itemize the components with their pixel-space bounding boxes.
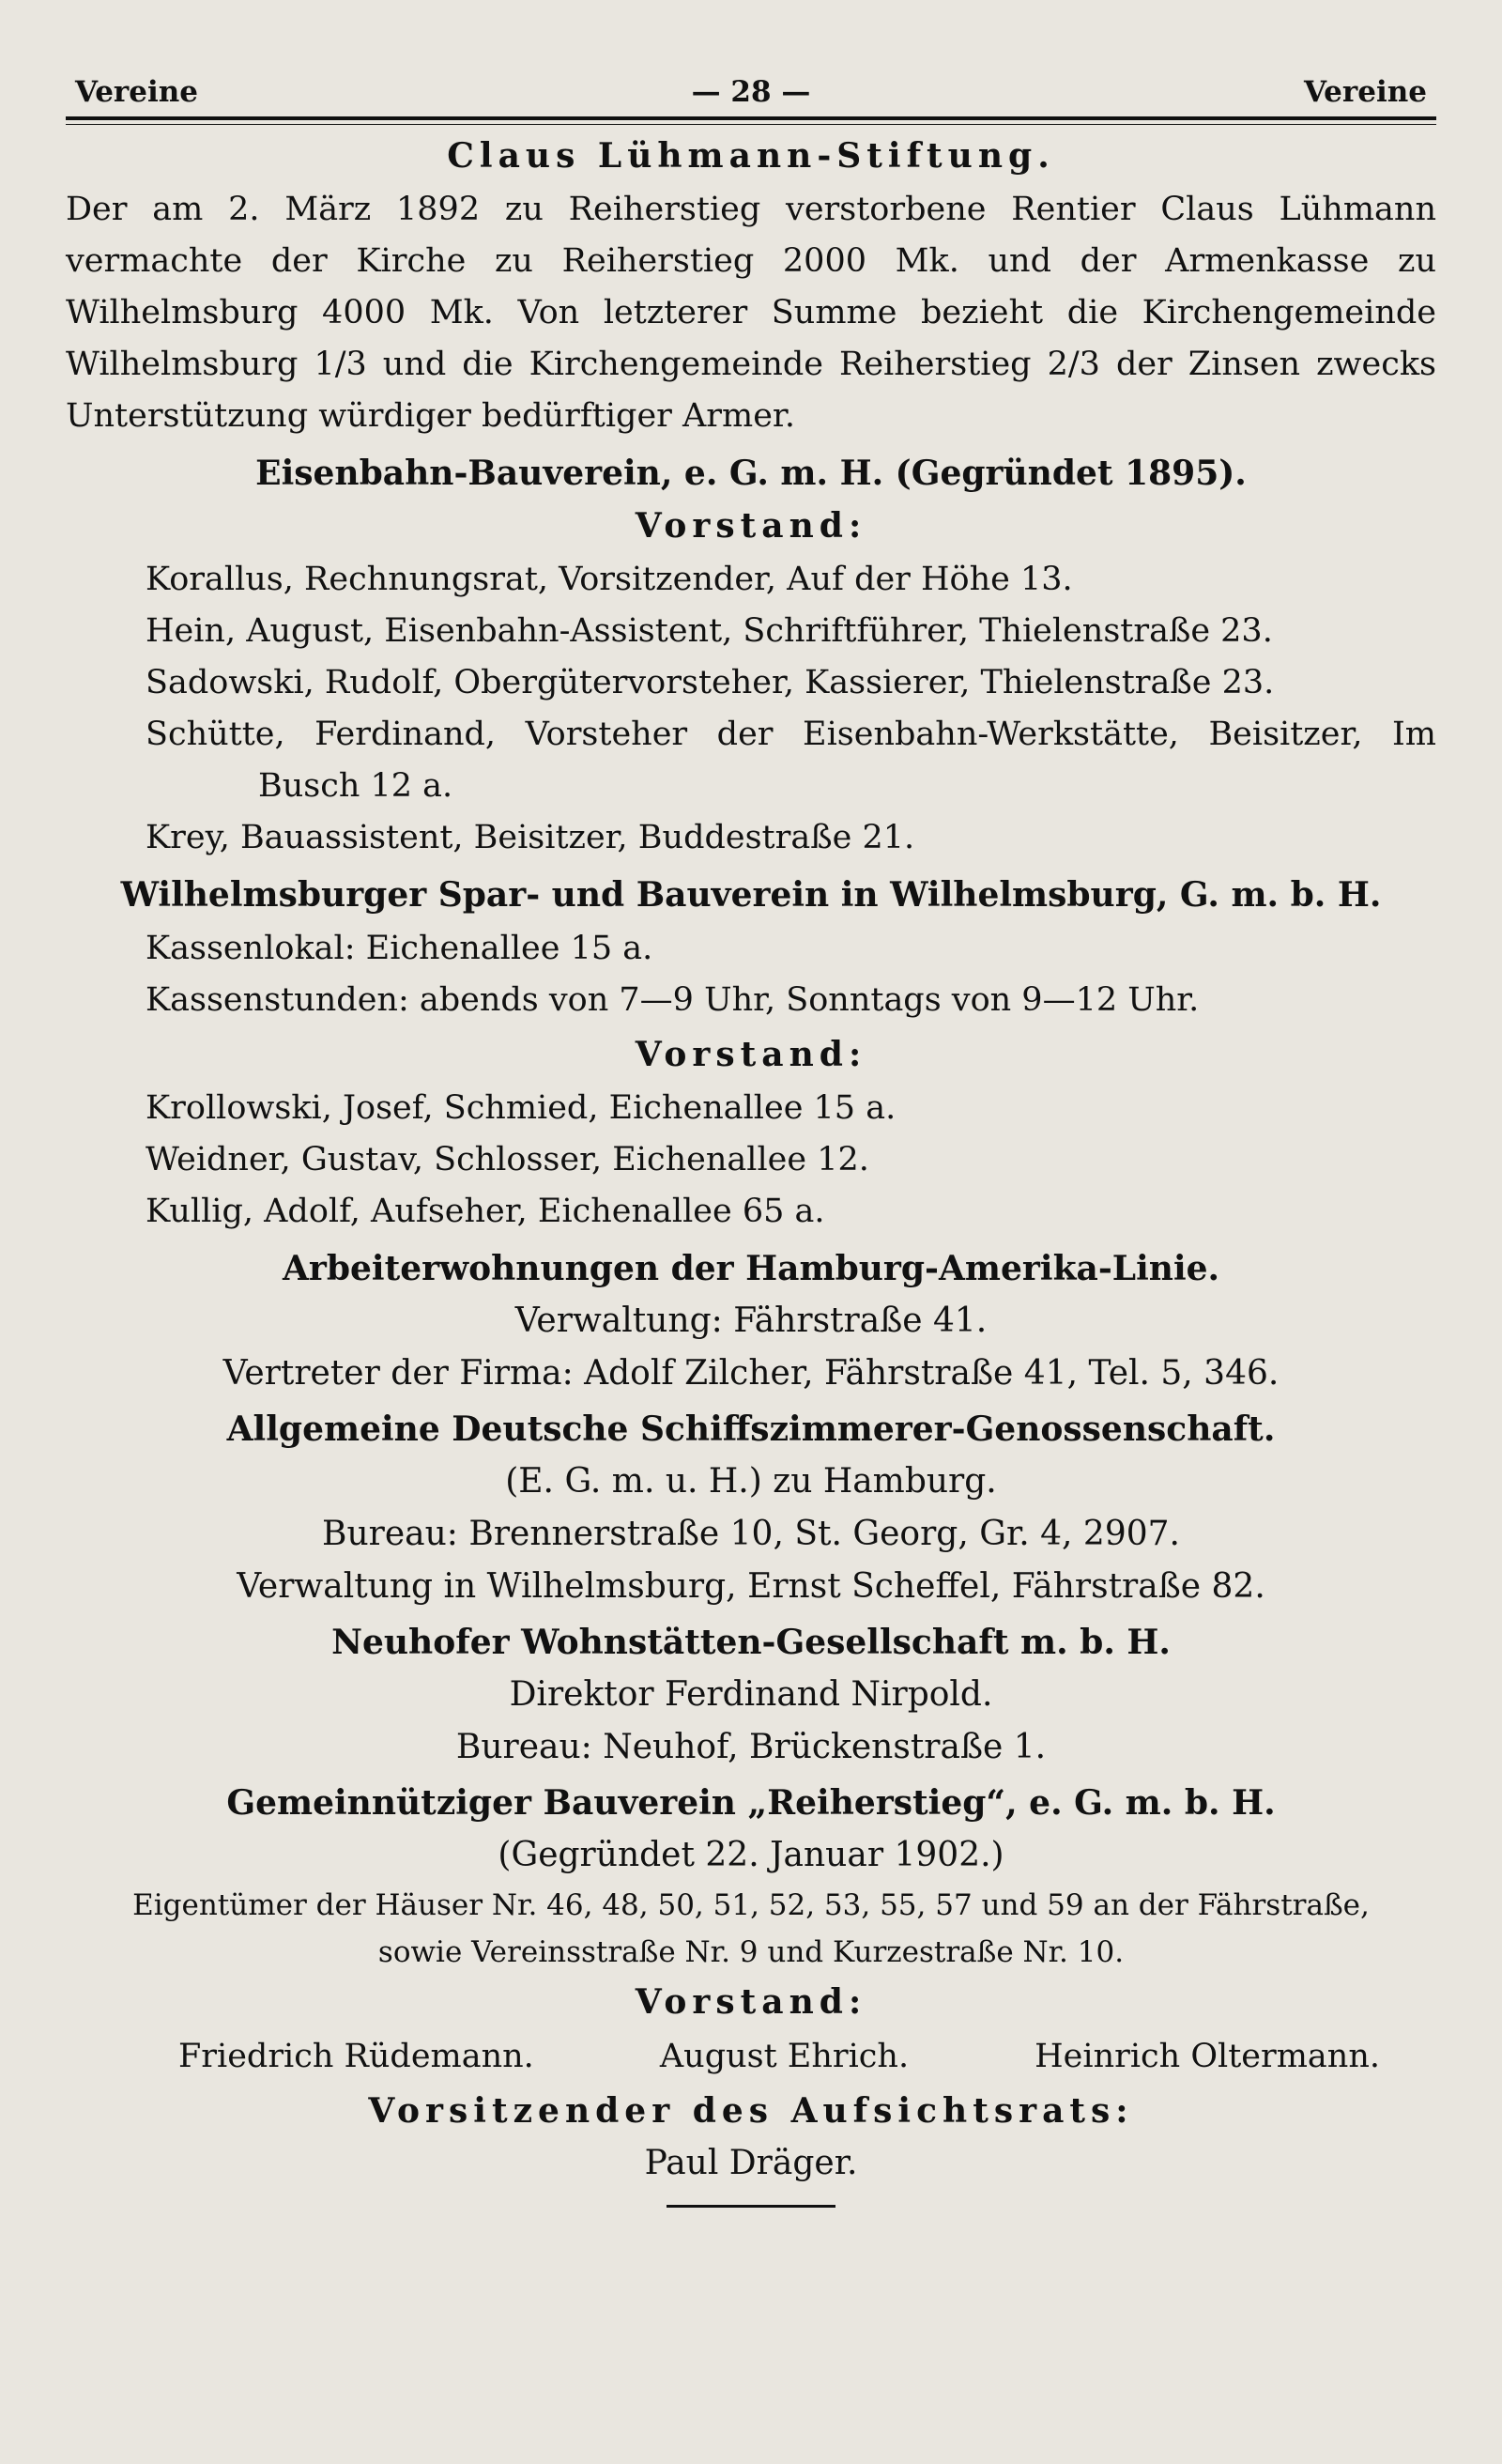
member-entry: Weidner, Gustav, Schlosser, Eichenallee 12. — [146, 1140, 869, 1178]
section-subtitle: (E. G. m. u. H.) zu Hamburg. — [505, 1461, 997, 1501]
vorstand-heading: Vorstand: — [635, 1982, 867, 2023]
section-title: Neuhofer Wohnstätten-Gesellschaft m. b. H. — [331, 1623, 1171, 1663]
aufsichtsrat-name: Paul Dräger. — [644, 2143, 858, 2182]
member-entry: Kullig, Adolf, Aufseher, Eichenallee 65 a. — [146, 1192, 825, 1230]
vorstand-name: August Ehrich. — [659, 2037, 910, 2075]
member-entry: Hein, August, Eisenbahn-Assistent, Schriftführer, Thielenstraße 23. — [146, 611, 1273, 650]
vertreter: Vertreter der Firma: Adolf Zilcher, Fährstraße 41, Tel. 5, 346. — [222, 1353, 1280, 1393]
kassenlokal: Kassenlokal: Eichenallee 15 a. — [146, 929, 653, 967]
section-schiffszimmerer — [66, 1408, 1436, 1611]
member-entry: Korallus, Rechnungsrat, Vorsitzender, Auf der Höhe 13. — [146, 560, 1073, 598]
section-luehmann — [66, 134, 1436, 442]
vorstand-names — [66, 2031, 1436, 2083]
section-reiherstieg — [66, 1781, 1436, 2208]
bureau: Bureau: Brennerstraße 10, St. Georg, Gr. 4, 2907. — [322, 1514, 1180, 1553]
eigentuemer-line: Eigentümer der Häuser Nr. 46, 48, 50, 51, 52, 53, 55, 57 und 59 an der Fährstraße, — [132, 1888, 1370, 1923]
section-title: Eisenbahn-Bauverein, e. G. m. H. (Gegründet 1895). — [255, 453, 1247, 493]
section-hapag — [66, 1247, 1436, 1398]
member-entry: Schütte, Ferdinand, Vorsteher der Eisenbahn-Werkstätte, Beisitzer, Im — [146, 715, 1436, 753]
section-spar-bauverein — [66, 873, 1436, 1238]
running-header — [66, 75, 1436, 109]
bureau: Bureau: Neuhof, Brückenstraße 1. — [455, 1728, 1047, 1767]
header-rule — [66, 116, 1436, 125]
member-entry-continuation: Busch 12 a. — [258, 766, 453, 805]
section-title: Gemeinnütziger Bauverein „Reiherstieg“, e. G. m. b. H. — [226, 1783, 1276, 1824]
section-neuhofer — [66, 1621, 1436, 1772]
vorstand-heading: Vorstand: — [635, 1034, 867, 1074]
header-right: Vereine — [1303, 75, 1427, 109]
vorstand-heading: Vorstand: — [635, 505, 867, 546]
section-title: Arbeiterwohnungen der Hamburg-Amerika-Linie. — [282, 1248, 1220, 1288]
section-text: Der am 2. März 1892 zu Reiherstieg verstorbene Rentier Claus Lühmann vermachte der Kirche zu Reiherstieg 2000 Mk. und der Armenkasse zu Wilhelmsburg 4000 Mk. Von letzterer Summe bezieht die Kirchengemeinde Wilhelmsburg 1/3 und die Kirchengemeinde Reiherstieg 2/3 der Zinsen zwecks Unterstützung würdiger bedürftiger Armer. — [66, 190, 1436, 435]
member-entry: Sadowski, Rudolf, Obergütervorsteher, Kassierer, Thielenstraße 23. — [146, 663, 1275, 701]
founded: (Gegründet 22. Januar 1902.) — [498, 1836, 1004, 1875]
vorstand-name: Friedrich Rüdemann. — [178, 2037, 534, 2075]
header-left: Vereine — [75, 75, 199, 109]
verwaltung: Verwaltung in Wilhelmsburg, Ernst Scheffel, Fährstraße 82. — [237, 1567, 1265, 1607]
section-title: Allgemeine Deutsche Schiffszimmerer-Genossenschaft. — [226, 1409, 1276, 1449]
section-title: Claus Lühmann-Stiftung. — [447, 136, 1055, 176]
member-entry: Krollowski, Josef, Schmied, Eichenallee 15 a. — [146, 1088, 897, 1127]
page-number: — 28 — — [691, 75, 811, 109]
section-eisenbahn — [66, 452, 1436, 864]
vorstand-name: Heinrich Oltermann. — [1035, 2037, 1380, 2075]
member-entry: Krey, Bauassistent, Beisitzer, Buddestraße 21. — [146, 818, 915, 856]
eigentuemer-line: sowie Vereinsstraße Nr. 9 und Kurzestraße Nr. 10. — [377, 1935, 1125, 1970]
aufsichtsrat-heading: Vorsitzender des Aufsichtsrats: — [368, 2090, 1134, 2131]
closing-rule — [667, 2205, 835, 2208]
direktor: Direktor Ferdinand Nirpold. — [509, 1675, 993, 1715]
verwaltung: Verwaltung: Fährstraße 41. — [514, 1301, 988, 1340]
kassenstunden: Kassenstunden: abends von 7—9 Uhr, Sonntags von 9—12 Uhr. — [146, 980, 1200, 1019]
section-title: Wilhelmsburger Spar- und Bauverein in Wilhelmsburg, G. m. b. H. — [120, 874, 1382, 915]
